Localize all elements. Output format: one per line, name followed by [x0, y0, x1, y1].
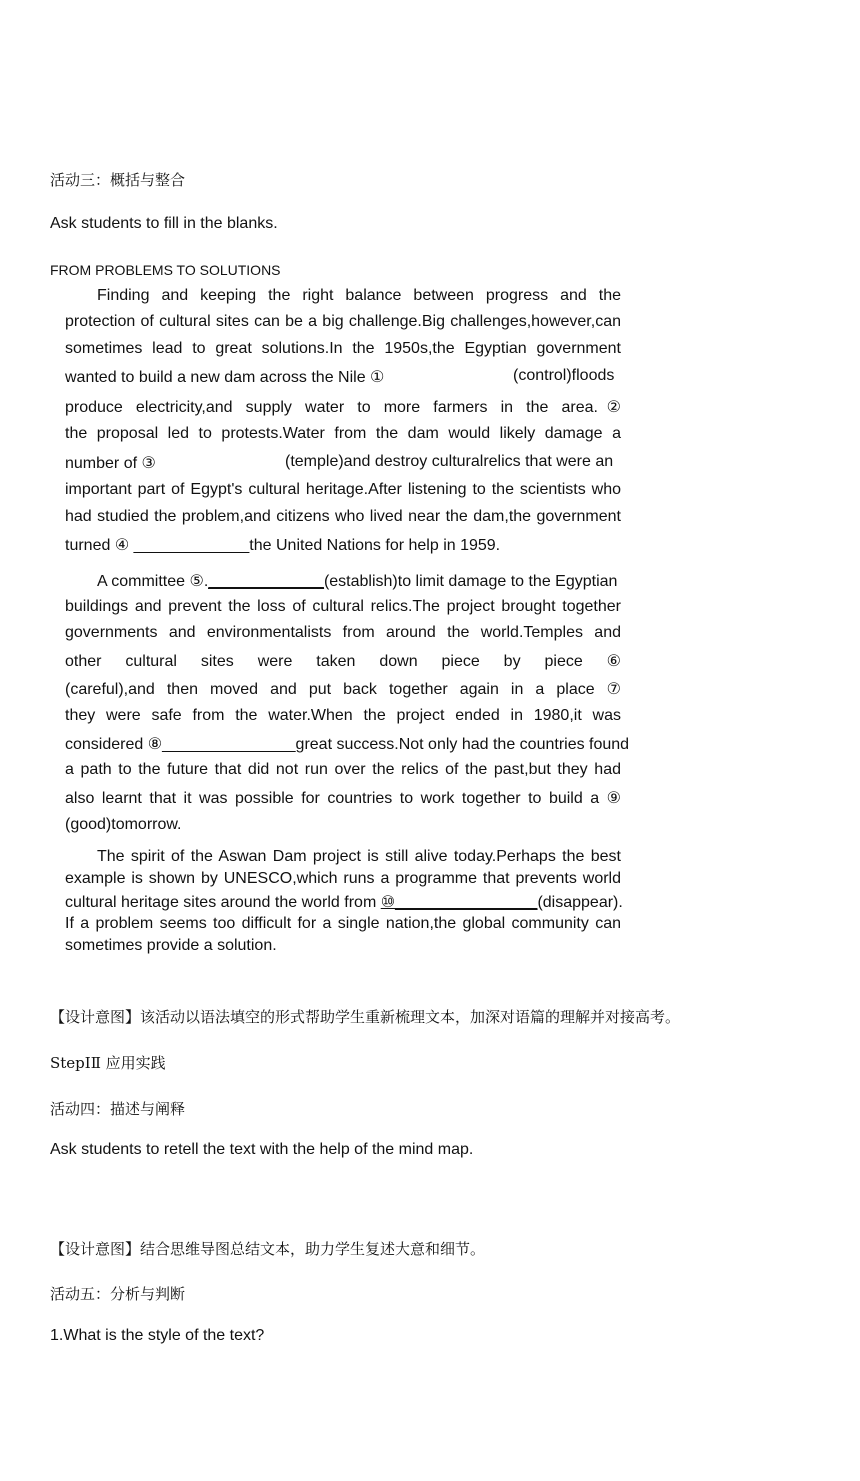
passage-line: sometimes provide a solution. — [65, 937, 277, 954]
passage-line: Finding and keeping the right balance between progress and the — [97, 287, 621, 304]
passage-text: great success.Not only had the countries found — [295, 736, 630, 753]
question-1: 1.What is the style of the text? — [50, 1327, 265, 1344]
passage-line: important part of Egypt's cultural heritage.After listening to the scientists who — [65, 481, 621, 498]
activity5-heading: 活动五：分析与判断 — [50, 1285, 186, 1303]
passage-line: sometimes lead to great solutions.In the 1950s,the Egyptian government — [65, 340, 621, 357]
passage-text: the United Nations for help in 1959. — [249, 537, 501, 554]
passage-line — [65, 367, 621, 389]
passage-text: cultural heritage sites around the world from — [65, 894, 381, 911]
passage-line: the proposal led to protests.Water from the dam would likely damage a — [65, 425, 621, 442]
passage-text: A committee ⑤. — [97, 573, 209, 590]
passage-text: (temple)and destroy culturalrelics that were an — [285, 453, 614, 470]
passage-text: (disappear). — [537, 894, 623, 911]
passage-line: they were safe from the water.When the project ended in 1980,it was — [65, 707, 621, 724]
passage-line: (careful),and then moved and put back together again in a place ⑦ — [65, 681, 621, 698]
fill-blank-8[interactable]: _______________ — [162, 736, 296, 753]
passage-line: also learnt that it was possible for countries to work together to build a ⑨ — [65, 790, 621, 807]
passage-line: produce electricity,and supply water to more farmers in the area.② — [65, 399, 621, 416]
passage-title: FROM PROBLEMS TO SOLUTIONS — [50, 262, 281, 278]
passage-text: wanted to build a new dam across the Nile ① — [65, 369, 385, 386]
passage-line: had studied the problem,and citizens who lived near the dam,the government — [65, 508, 621, 525]
passage-text: turned ④ — [65, 537, 134, 554]
activity4-instruction: Ask students to retell the text with the help of the mind map. — [50, 1141, 474, 1158]
passage-text: (control)floods — [513, 367, 615, 384]
passage-text: considered ⑧ — [65, 736, 163, 753]
fill-blank-4[interactable]: _____________ — [133, 537, 250, 554]
passage-line — [97, 571, 621, 593]
passage-line — [65, 892, 621, 914]
passage-line: a path to the future that did not run over the relics of the past,but they had — [65, 761, 621, 778]
passage-line — [65, 734, 631, 756]
passage-line: governments and environmentalists from around the world.Temples and — [65, 624, 621, 641]
step-heading: StepⅠⅡ 应用实践 — [50, 1054, 166, 1072]
fill-blank-5[interactable]: _____________ — [208, 573, 324, 590]
passage-line — [65, 535, 621, 557]
passage-line: If a problem seems too difficult for a single nation,the global community can — [65, 915, 621, 932]
passage-line: buildings and prevent the loss of cultural relics.The project brought together — [65, 598, 621, 615]
passage-line: (good)tomorrow. — [65, 816, 182, 833]
activity4-heading: 活动四：描述与阐释 — [50, 1100, 186, 1118]
passage-line — [65, 453, 621, 475]
passage-line: The spirit of the Aswan Dam project is still alive today.Perhaps the best — [97, 848, 621, 865]
passage-line: other cultural sites were taken down piece by piece ⑥ — [65, 653, 621, 670]
passage-text: (establish)to limit damage to the Egyptian — [323, 573, 618, 590]
passage-line: protection of cultural sites can be a big challenge.Big challenges,however,can — [65, 313, 621, 330]
activity3-heading: 活动三：概括与整合 — [50, 171, 186, 189]
passage-line: example is shown by UNESCO,which runs a programme that prevents world — [65, 870, 621, 887]
fill-blank-10[interactable]: ⑩________________ — [380, 894, 538, 911]
design-intent-2: 【设计意图】结合思维导图总结文本，助力学生复述大意和细节。 — [50, 1240, 486, 1258]
passage-text: number of ③ — [65, 455, 156, 472]
design-intent-1: 【设计意图】该活动以语法填空的形式帮助学生重新梳理文本，加深对语篇的理解并对接高考。 — [50, 1008, 681, 1026]
activity3-instruction: Ask students to fill in the blanks. — [50, 215, 278, 232]
